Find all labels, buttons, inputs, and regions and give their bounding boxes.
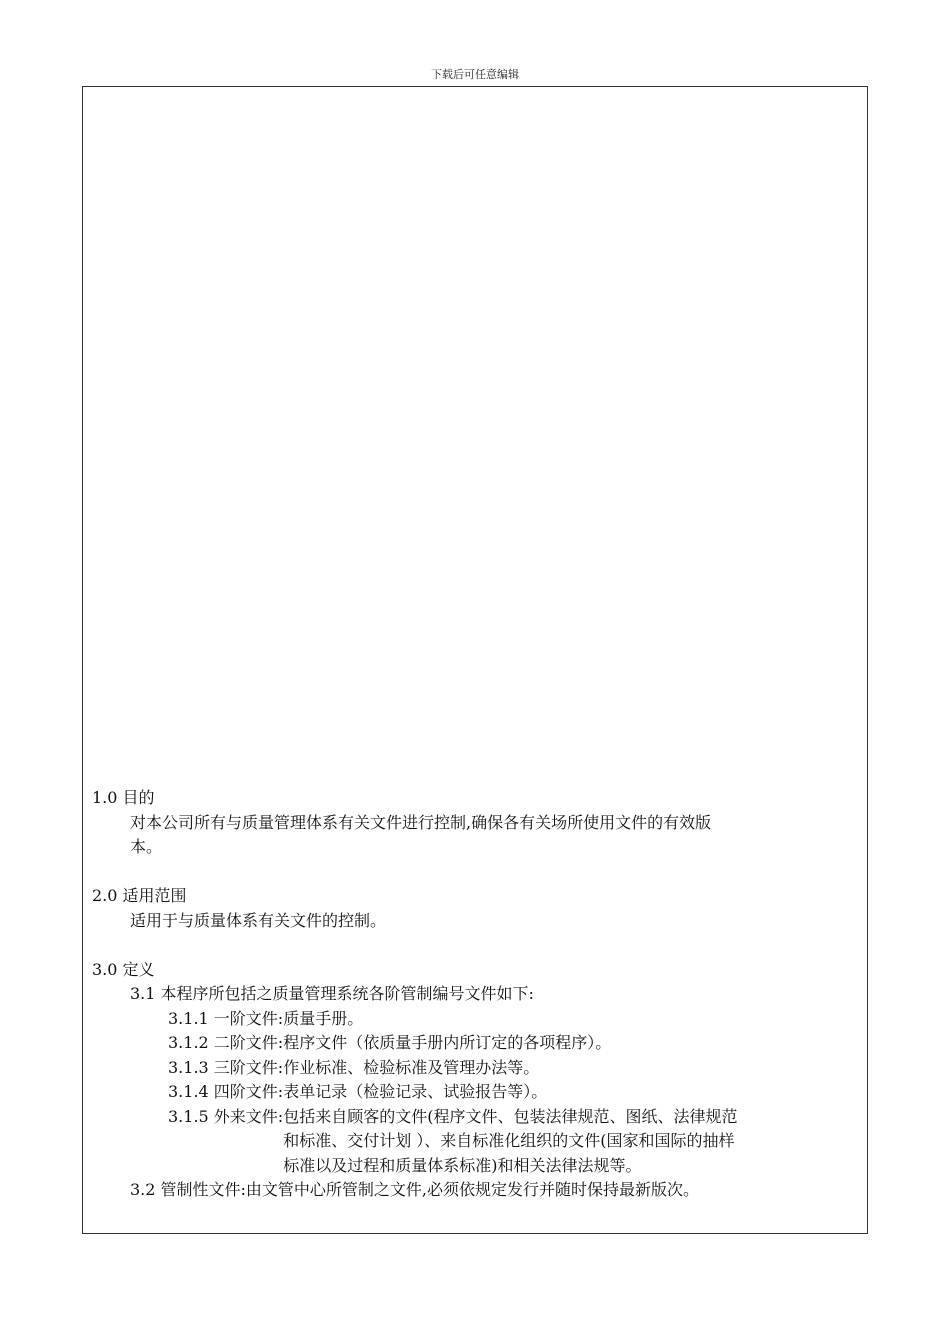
definition-3-1-5-text [283, 1105, 828, 1179]
definition-3-1: 3.1 本程序所包括之质量管理系统各阶管制编号文件如下: [130, 984, 534, 1003]
page-header-note: 下载后可任意编辑 [431, 68, 519, 81]
definition-3-1-5-label: 3.1.5 外来文件: [168, 1106, 284, 1126]
spacer [92, 860, 862, 885]
definition-3-1-1: 3.1.1 一阶文件:质量手册。 [168, 1008, 364, 1028]
definition-3-1-5-line3: 标准以及过程和质量体系标准)和相关法律法规等。 [283, 1155, 642, 1175]
section-definitions-heading: 3.0 定义 [92, 959, 155, 979]
section-purpose-heading: 1.0 目的 [92, 788, 155, 807]
section-purpose-line2: 本。 [130, 837, 163, 856]
definition-3-1-5 [92, 1105, 862, 1179]
definition-3-2: 3.2 管制性文件:由文管中心所管制之文件,必须依规定发行并随时保持最新版次。 [130, 1180, 700, 1199]
definition-3-1-4: 3.1.4 四阶文件:表单记录（检验记录、试验报告等）。 [168, 1082, 548, 1101]
definition-3-1-5-line1: 包括来自顾客的文件(程序文件、包装法律规范、图纸、法律规范 [283, 1106, 738, 1126]
document-body [92, 786, 862, 1203]
definition-3-1-3: 3.1.3 三阶文件:作业标准、检验标准及管理办法等。 [168, 1057, 540, 1077]
definition-3-1-5-line2: 和标准、交付计划 ）、来自标准化组织的文件(国家和国际的抽样 [283, 1131, 735, 1150]
definition-3-1-2: 3.1.2 二阶文件:程序文件（依质量手册内所订定的各项程序）。 [168, 1033, 612, 1052]
section-scope-heading: 2.0 适用范围 [92, 886, 187, 905]
spacer [92, 933, 862, 958]
section-scope-text: 适用于与质量体系有关文件的控制。 [130, 910, 387, 930]
section-purpose-line1: 对本公司所有与质量管理体系有关文件进行控制,确保各有关场所使用文件的有效版 [130, 812, 712, 832]
